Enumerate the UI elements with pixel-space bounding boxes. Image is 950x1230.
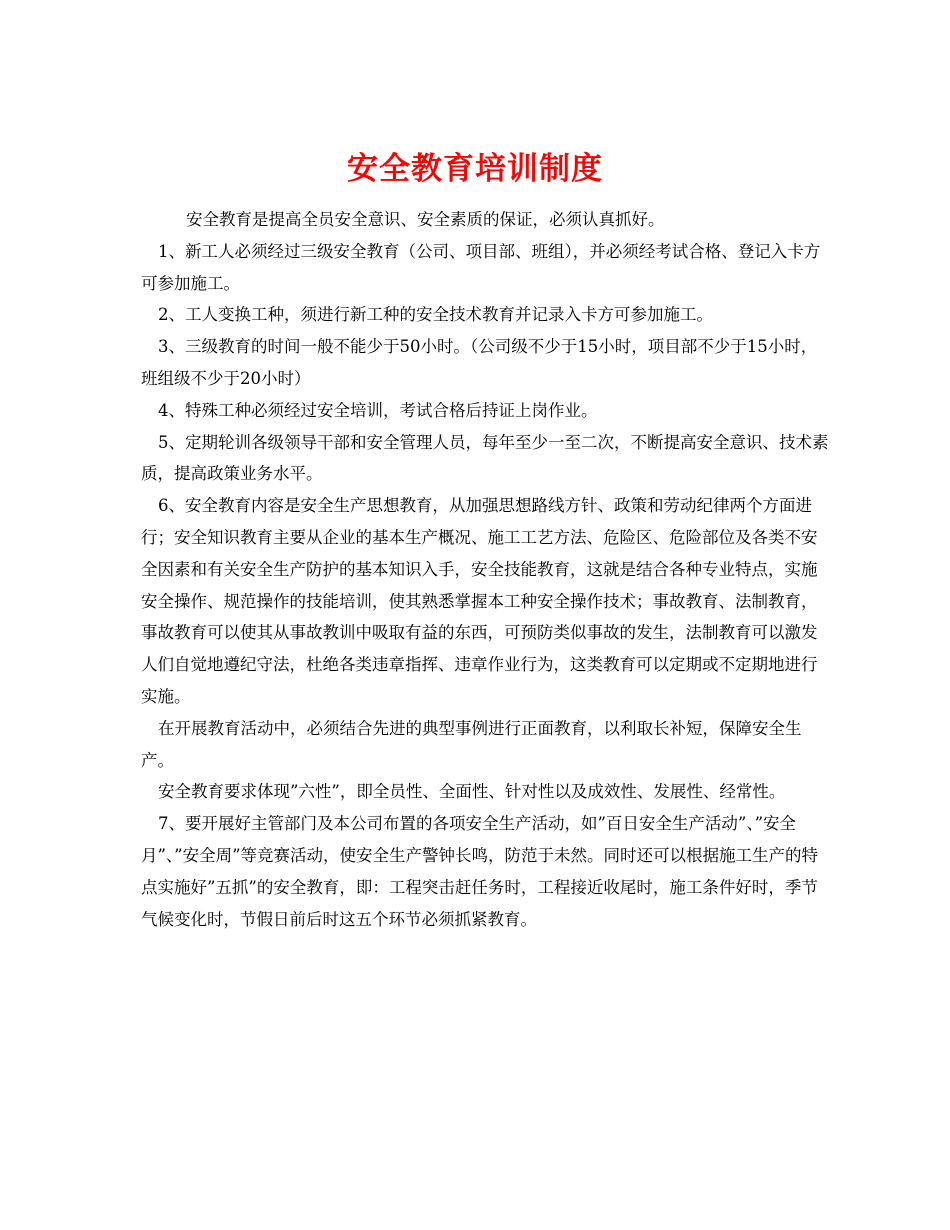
paragraph-item-7: 7、要开展好主管部门及本公司布置的各项安全生产活动，如”百日安全生产活动”、”安全月”、”安全周”等竞赛活动，使安全生产警钟长鸣，防范于未然。同时还可以根据施工生产的特点实施好”五抓”的安全教育，即：工程突击赶任务时，工程接近收尾时，施工条件好时，季节气候变化时，节假日前后时这五个环节必须抓紧教育。: [141, 814, 819, 929]
document-title: 安全教育培训制度: [347, 150, 603, 187]
paragraph-item-2: 2、工人变换工种，须进行新工种的安全技术教育并记录入卡方可参加施工。: [158, 305, 713, 325]
paragraph-item-6: 6、安全教育内容是安全生产思想教育，从加强思想路线方针、政策和劳动纪律两个方面进行；安全知识教育主要从企业的基本生产概况、施工工艺方法、危险区、危险部位及各类不安全因素和有关安全生产防护的基本知识入手，安全技能教育，这就是结合各种专业特点，实施安全操作、规范操作的技能培训，使其熟悉掌握本工种安全操作技术；事故教育、法制教育，事故教育可以使其从事故教训中吸取有益的东西，可预防类似事故的发生，法制教育可以激发人们自觉地遵纪守法，杜绝各类违章指挥、违章作业行为，这类教育可以定期或不定期地进行实施。: [141, 496, 818, 706]
paragraph-item-3: 3、三级教育的时间一般不能少于50小时。（公司级不少于15小时，项目部不少于15小时，班组级不少于20小时）: [141, 337, 818, 388]
paragraph-item-4: 4、特殊工种必须经过安全培训，考试合格后持证上岗作业。: [158, 400, 598, 420]
paragraph-six-properties: 安全教育要求体现”六性”，即全员性、全面性、针对性以及成效性、发展性、经常性。: [158, 782, 786, 802]
paragraph-activities: 在开展教育活动中，必须结合先进的典型事例进行正面教育，以利取长补短，保障安全生产。: [141, 718, 802, 770]
paragraph-item-5: 5、定期轮训各级领导干部和安全管理人员，每年至少一至二次，不断提高安全意识、技术素质，提高政策业务水平。: [141, 432, 829, 484]
paragraph-intro: 安全教育是提高全员安全意识、安全素质的保证，必须认真抓好。: [186, 210, 665, 229]
paragraph-item-1: 1、新工人必须经过三级安全教育（公司、项目部、班组），并必须经考试合格、登记入卡方可参加施工。: [141, 241, 821, 293]
document-body: [141, 204, 833, 935]
